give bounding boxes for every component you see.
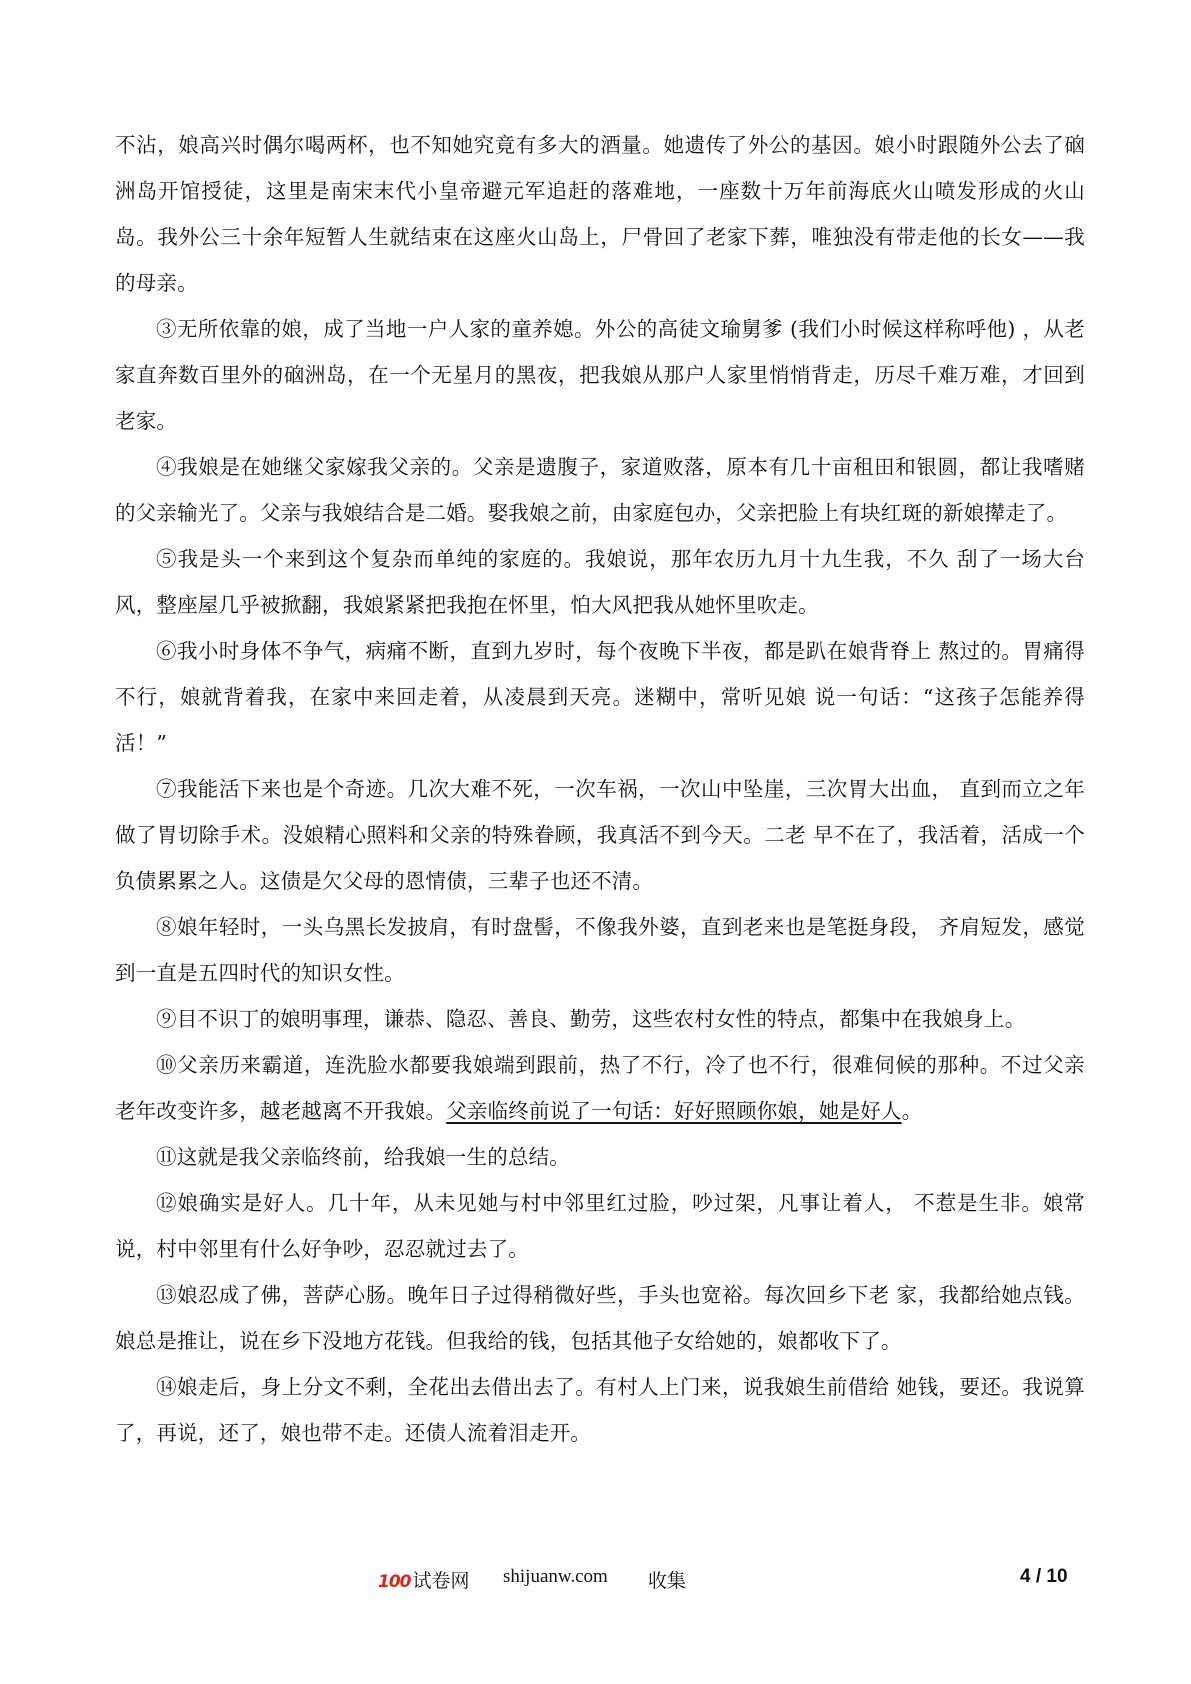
paragraph-7: ⑦我能活下来也是个奇迹。几次大难不死，一次车祸，一次山中坠崖，三次胃大出血， 直到而立之年做了胃切除手术。没娘精心照料和父亲的特殊眷顾，我真活不到今天。二老 早不在了，我活着，活成一个负债累累之人。这债是欠父母的恩情债，三辈子也还不清。 [115, 777, 1085, 893]
page-footer [0, 1560, 1191, 1600]
paragraph-10-tail: 。 [901, 1099, 923, 1123]
footer-site: shijuanw.com [503, 1566, 608, 1587]
paragraph-14: ⑭娘走后，身上分文不剩，全花出去借出去了。有村人上门来，说我娘生前借给 她钱，要还。我说算了，再说，还了，娘也带不走。还债人流着泪走开。 [115, 1375, 1085, 1445]
logo-100-icon: 100 [378, 1572, 411, 1592]
page-number: 4 / 10 [1020, 1566, 1068, 1587]
underlined-quote: 父亲临终前说了一句话：好好照顾你娘，她是好人 [446, 1099, 902, 1123]
footer-collect: 收集 [648, 1570, 687, 1592]
paragraph-4: ④我娘是在她继父家嫁我父亲的。父亲是遗腹子，家道败落，原本有几十亩租田和银圆，都让我嗜赌的父亲输光了。父亲与我娘结合是二婚。娶我娘之前，由家庭包办，父亲把脸上有块红斑的新娘撵走了。 [115, 455, 1085, 525]
paragraph-8: ⑧娘年轻时，一头乌黑长发披肩，有时盘髻，不像我外婆，直到老来也是笔挺身段， 齐肩短发，感觉到一直是五四时代的知识女性。 [115, 915, 1085, 985]
brand-name: 试卷网 [412, 1570, 470, 1592]
paragraph-10-text: ⑩父亲历来霸道，连洗脸水都要我娘端到跟前，热了不行，冷了也不行，很难伺候的那种。不过父亲老年改变许多，越老越离不开我娘。 [115, 1053, 1085, 1123]
paragraph-5: ⑤我是头一个来到这个复杂而单纯的家庭的。我娘说，那年农历九月十九生我，不久 刮了一场大台风，整座屋几乎被掀翻，我娘紧紧把我抱在怀里，怕大风把我从她怀里吹走。 [115, 547, 1085, 617]
paragraph-13: ⑬娘忍成了佛，菩萨心肠。晚年日子过得稍微好些，手头也宽裕。每次回乡下老 家，我都给她点钱。娘总是推让，说在乡下没地方花钱。但我给的钱，包括其他子女给她的，娘都收下了。 [115, 1283, 1085, 1353]
paragraph-11: ⑪这就是我父亲临终前，给我娘一生的总结。 [156, 1145, 570, 1169]
paragraph-9: ⑨目不识丁的娘明事理，谦恭、隐忍、善良、勤劳，这些农村女性的特点，都集中在我娘身上。 [156, 1007, 1026, 1031]
paragraph-10 [115, 1042, 1085, 1134]
paragraph-6: ⑥我小时身体不争气，病痛不断，直到九岁时，每个夜晚下半夜，都是趴在娘背脊上 熬过的。胃痛得不行，娘就背着我，在家中来回走着，从凌晨到天亮。迷糊中，常听见娘 说一句话：“这孩子怎能养得活！” [115, 639, 1085, 755]
paragraph-1: 不沾，娘高兴时偶尔喝两杯，也不知她究竟有多大的酒量。她遗传了外公的基因。娘小时跟随外公去了硇洲岛开馆授徒，这里是南宋末代小皇帝避元军追赶的落难地，一座数十万年前海底火山喷发形成的火山岛。我外公三十余年短暂人生就结束在这座火山岛上，尸骨回了老家下葬，唯独没有带走他的长女——我的母亲。 [115, 133, 1085, 295]
paragraph-12: ⑫娘确实是好人。几十年，从未见她与村中邻里红过脸，吵过架，凡事让着人， 不惹是生非。娘常说，村中邻里有什么好争吵，忍忍就过去了。 [115, 1191, 1085, 1261]
paragraph-3: ③无所依靠的娘，成了当地一户人家的童养媳。外公的高徒文瑜舅爹 (我们小时候这样称呼他) ，从老家直奔数百里外的硇洲岛，在一个无星月的黑夜，把我娘从那户人家里悄悄背走，历尽千难万难，才回到老家。 [115, 317, 1085, 433]
footer-brand [378, 1566, 470, 1593]
article-body [115, 122, 1085, 1456]
